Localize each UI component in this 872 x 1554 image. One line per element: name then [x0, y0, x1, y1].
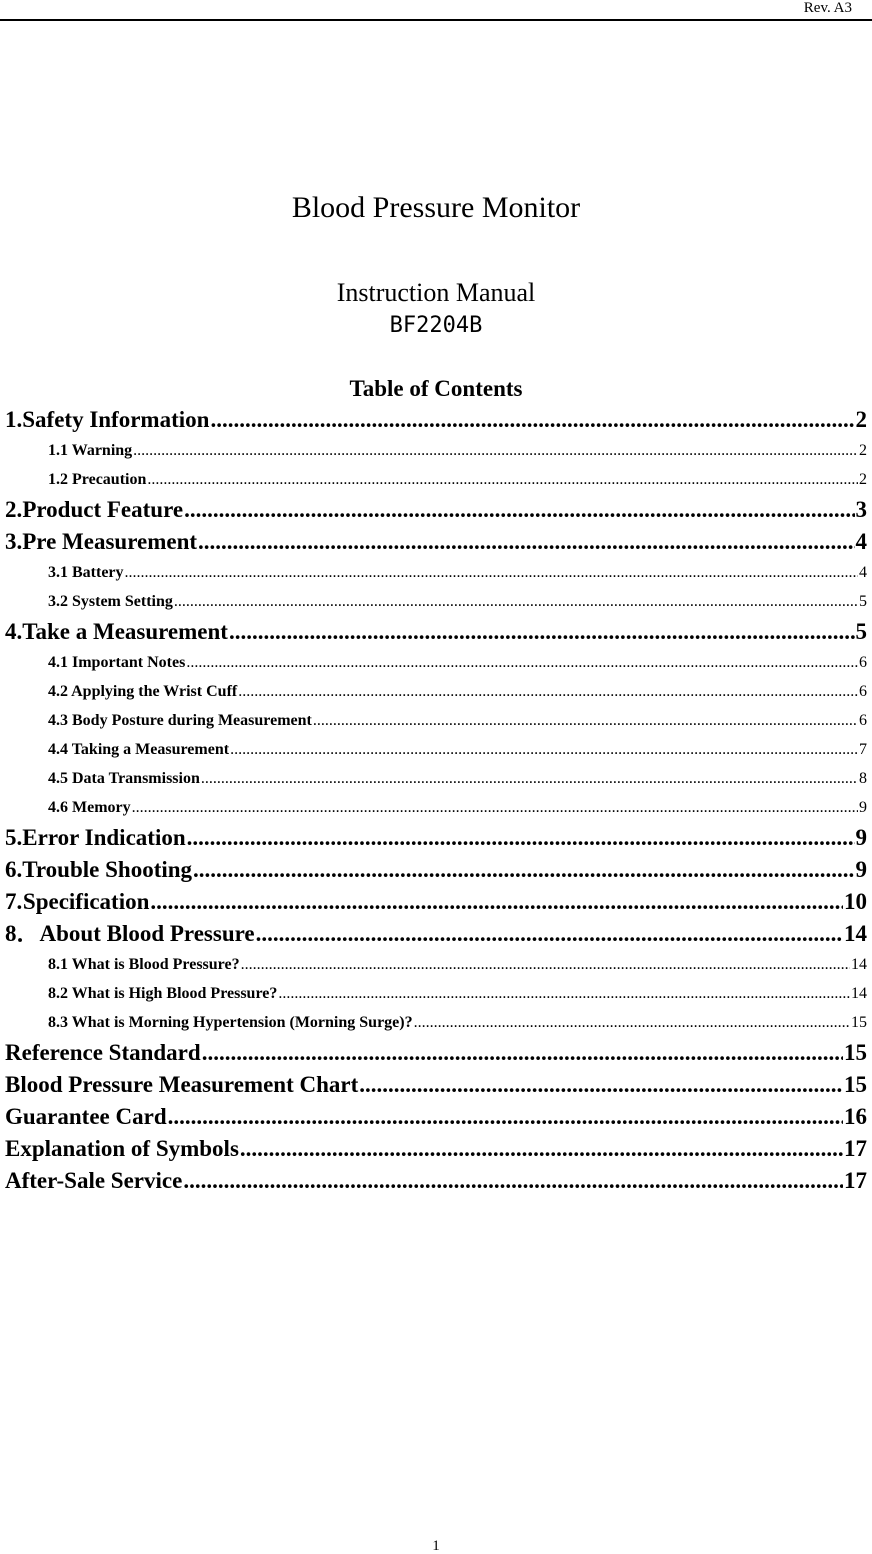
toc-entry-page: 15 [844, 1040, 867, 1065]
toc-entry-page: 6 [859, 712, 867, 729]
toc-entry-page: 16 [844, 1104, 867, 1129]
toc-entry-body-posture[interactable] [5, 706, 867, 735]
toc-entry-taking-a-measurement[interactable] [5, 735, 867, 764]
dot-leader [414, 1008, 850, 1037]
toc-entry-morning-hypertension[interactable] [5, 1008, 867, 1037]
dot-leader [240, 1133, 843, 1165]
dot-leader [210, 404, 854, 436]
toc-entry-page: 3 [855, 497, 867, 522]
toc-entry-page: 7 [859, 741, 867, 758]
toc-entry-number: 3. [5, 529, 23, 554]
toc-entry-label: Guarantee Card [5, 1104, 167, 1129]
toc-entry-label: 8.1 What is Blood Pressure? [48, 956, 240, 973]
toc-entry-number: 1. [5, 407, 23, 432]
toc-entry-label: Blood Pressure Measurement Chart [5, 1072, 359, 1097]
toc-entry-page: 14 [851, 956, 867, 973]
toc-entry-page: 6 [859, 654, 867, 671]
toc-entry-page: 14 [844, 921, 867, 946]
toc-entry-page: 5 [855, 619, 867, 644]
dot-leader [187, 822, 855, 854]
toc-entry-precaution[interactable] [5, 465, 867, 494]
toc-entry-page: 9 [859, 799, 867, 816]
toc-entry-label: 4.5 Data Transmission [48, 770, 200, 787]
toc-entry-label: 4.3 Body Posture during Measurement [48, 712, 312, 729]
toc-entry-page: 2 [859, 442, 867, 459]
toc-entry-what-is-blood-pressure[interactable] [5, 950, 867, 979]
toc-entry-page: 10 [844, 889, 867, 914]
dot-leader [184, 494, 854, 526]
dot-leader [241, 950, 850, 979]
dot-leader [168, 1101, 843, 1133]
document-title: Blood Pressure Monitor [291, 191, 581, 224]
dot-leader [313, 706, 858, 735]
dot-leader [201, 764, 858, 793]
toc-entry-take-a-measurement[interactable] [5, 616, 867, 648]
toc-entry-page: 9 [855, 825, 867, 850]
toc-entry-explanation-of-symbols[interactable] [5, 1133, 867, 1165]
toc-entry-error-indication[interactable] [5, 822, 867, 854]
toc-entry-what-is-high-blood-pressure[interactable] [5, 979, 867, 1008]
toc-entry-label: 4.6 Memory [48, 799, 131, 816]
toc-entry-label: 1.1 Warning [48, 442, 133, 459]
toc-entry-product-feature[interactable] [5, 494, 867, 526]
toc-entry-label: Reference Standard [5, 1040, 201, 1065]
toc-entry-warning[interactable] [5, 436, 867, 465]
revision-label: Rev. A3 [803, 0, 852, 16]
toc-entry-pre-measurement[interactable] [5, 526, 867, 558]
toc-entry-page: 2 [855, 407, 867, 432]
page-number: 1 [432, 1538, 440, 1554]
toc-entry-page: 4 [859, 564, 867, 581]
toc-entry-page: 5 [859, 593, 867, 610]
toc-entry-page: 6 [859, 683, 867, 700]
toc-entry-page: 15 [851, 1014, 867, 1031]
toc-entry-reference-standard[interactable] [5, 1037, 867, 1069]
toc-heading: Table of Contents [349, 376, 523, 401]
toc-entry-page: 14 [851, 985, 867, 1002]
toc-entry-number: 8． [5, 921, 40, 946]
toc-entry-label: Error Indication [22, 825, 186, 850]
dot-leader [278, 979, 850, 1008]
dot-leader [183, 1165, 843, 1197]
toc-entry-specification[interactable] [5, 886, 867, 918]
toc-entry-system-setting[interactable] [5, 587, 867, 616]
toc-entry-label: Safety Information [22, 407, 210, 432]
dot-leader [133, 436, 858, 465]
toc-entry-label: About Blood Pressure [39, 921, 255, 946]
toc-entry-label: 8.3 What is Morning Hypertension (Morning Surge)? [48, 1014, 413, 1031]
toc-entry-label: 4.2 Applying the Wrist Cuff [48, 683, 238, 700]
toc-entry-number: 4. [5, 619, 23, 644]
toc-entry-label: Product Feature [22, 497, 184, 522]
dot-leader [359, 1069, 843, 1101]
toc-entry-memory[interactable] [5, 793, 867, 822]
dot-leader [132, 793, 858, 822]
toc-entry-page: 15 [844, 1072, 867, 1097]
header-rule [0, 19, 872, 21]
toc-entry-label: 8.2 What is High Blood Pressure? [48, 985, 278, 1002]
toc-entry-label: 4.4 Taking a Measurement [48, 741, 230, 758]
toc-entry-safety-information[interactable] [5, 404, 867, 436]
toc-entry-trouble-shooting[interactable] [5, 854, 867, 886]
dot-leader [202, 1037, 843, 1069]
toc-entry-page: 8 [859, 770, 867, 787]
toc-entry-battery[interactable] [5, 558, 867, 587]
toc-entry-label: 4.1 Important Notes [48, 654, 186, 671]
dot-leader [186, 648, 858, 677]
toc-entry-page: 4 [855, 529, 867, 554]
toc-entry-guarantee-card[interactable] [5, 1101, 867, 1133]
model-number: BF2204B [389, 313, 483, 338]
toc-entry-label: Take a Measurement [22, 619, 228, 644]
toc-entry-number: 5. [5, 825, 23, 850]
toc-entry-label: Explanation of Symbols [5, 1136, 239, 1161]
dot-leader [147, 465, 858, 494]
table-of-contents [5, 404, 867, 1197]
toc-entry-label: Trouble Shooting [22, 857, 193, 882]
toc-entry-page: 17 [844, 1136, 867, 1161]
toc-entry-measurement-chart[interactable] [5, 1069, 867, 1101]
dot-leader [238, 677, 858, 706]
toc-entry-page: 17 [844, 1168, 867, 1193]
toc-entry-about-blood-pressure[interactable] [5, 918, 867, 950]
dot-leader [125, 558, 858, 587]
toc-entry-label: 1.2 Precaution [48, 471, 147, 488]
toc-entry-label: Pre Measurement [22, 529, 198, 554]
toc-entry-page: 9 [855, 857, 867, 882]
toc-entry-important-notes[interactable] [5, 648, 867, 677]
toc-entry-number: 7. [5, 889, 23, 914]
document-subtitle: Instruction Manual [336, 278, 536, 307]
toc-entry-page: 2 [859, 471, 867, 488]
toc-entry-number: 6. [5, 857, 23, 882]
toc-entry-number: 2. [5, 497, 23, 522]
dot-leader [150, 886, 843, 918]
toc-entry-after-sale-service[interactable] [5, 1165, 867, 1197]
dot-leader [193, 854, 854, 886]
dot-leader [198, 526, 854, 558]
toc-entry-data-transmission[interactable] [5, 764, 867, 793]
toc-entry-label: After-Sale Service [5, 1168, 183, 1193]
dot-leader [230, 735, 858, 764]
toc-entry-applying-wrist-cuff[interactable] [5, 677, 867, 706]
toc-entry-label: 3.1 Battery [48, 564, 124, 581]
toc-entry-label: Specification [22, 889, 150, 914]
dot-leader [229, 616, 855, 648]
dot-leader [174, 587, 858, 616]
toc-entry-label: 3.2 System Setting [48, 593, 173, 610]
dot-leader [256, 918, 843, 950]
